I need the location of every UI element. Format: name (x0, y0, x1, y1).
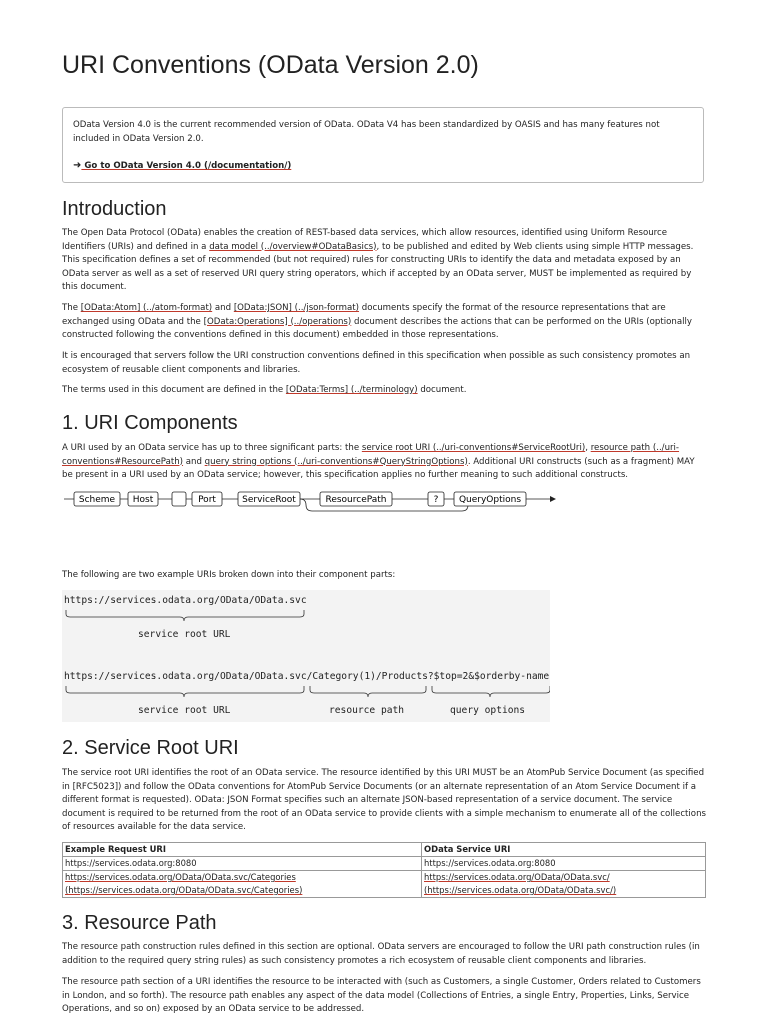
example-uri-1: https://services.odata.org/OData/OData.svc (64, 595, 307, 606)
svg-text:Scheme: Scheme (78, 495, 116, 505)
intro-paragraph-1: The Open Data Protocol (OData) enables the creation of REST-based data services, which allow resources, identified using Uniform Resource Identifiers (URIs) and defined in a data model (../overview#ODataBasics), to be published and edited by Web clients using simple HTTP messages. This specification defines a set of recommended (but not required) rules for constructing URIs to identify the data and metadata exposed by an OData server as well as a set of reserved URI query string operators, which if accepted by an OData server, MUST be implemented as required by this document. (62, 228, 694, 293)
example-2-label-path: resource path (329, 705, 405, 716)
categories-link[interactable]: https://services.odata.org/OData/OData.svc/Categories (65, 872, 296, 882)
rail-box-host (128, 492, 158, 506)
table-header-row (63, 843, 706, 857)
table-row (63, 871, 706, 898)
rail-box-resourcepath (320, 492, 392, 506)
service-link-url[interactable]: (https://services.odata.org/OData/OData.svc/) (424, 885, 617, 895)
rail-box-serviceroot (238, 492, 300, 506)
uri-railroad-diagram (62, 488, 562, 518)
table-cell-link (422, 871, 706, 898)
table-header: Example Request URI (63, 843, 422, 857)
svg-text:?: ? (433, 495, 439, 505)
uri-components-heading: 1. URI Components (62, 412, 238, 434)
service-root-uri-link[interactable]: service root URI (../uri-conventions#ServiceRootUri) (361, 443, 586, 453)
service-root-table (62, 842, 706, 898)
notice-text: OData Version 4.0 is the current recommended version of OData. OData V4 has been standardized by OASIS and has many features not included in OData Version 2.0. (73, 120, 660, 144)
examples-intro: The following are two example URIs broken down into their component parts: (62, 570, 396, 580)
arrow-right-icon: ➜ (73, 160, 82, 171)
resource-path-paragraph-2: The resource path section of a URI identifies the resource to be interacted with (such as Customers, a single Customer, Orders related to Customers in London, and so forth). The resource path enables any aspect of the data model (Collections of Entries, a single Entry, Properties, Links, Service Operations, and so on) exposed by an OData service to be addressed. (62, 977, 701, 1015)
example-1-brace (62, 608, 550, 628)
intro-paragraph-2: The [OData:Atom] (../atom-format) and [OData:JSON] (../json-format) documents specify the format of the resource representations that are exchanged using OData and the [OData:Operations] (../operations) document describes the actions that can be performed on the URIs (optionally constructed following the conventions defined in this document) embedded in those representations. (62, 303, 692, 341)
table-cell: https://services.odata.org:8080 (63, 857, 422, 871)
categories-link-url[interactable]: (https://services.odata.org/OData/OData.svc/Categories) (65, 885, 303, 895)
intro-paragraph-4: The terms used in this document are defined in the [OData:Terms] (../terminology) document. (62, 385, 467, 395)
rail-box-colon (172, 492, 186, 506)
example-2-label-root: service root URL (138, 705, 231, 716)
uri-components-paragraph: A URI used by an OData service has up to three significant parts: the service root URI (../uri-conventions#ServiceRootUri), resource path (../uri-conventions#ResourcePath) and query string options (../uri-conventions#QueryStringOptions). Additional URI constructs (such as a fragment) MAY be present in a URI used by an OData service; however, this specification applies no further meaning to such additional constructs. (62, 443, 695, 481)
uri-examples-figure (62, 590, 550, 722)
svg-text:Port: Port (198, 495, 216, 505)
table-cell: https://services.odata.org:8080 (422, 857, 706, 871)
table-row (63, 857, 706, 871)
resource-path-link[interactable]: resource path (../uri-conventions#ResourcePath) (62, 443, 680, 467)
rail-box-question (428, 492, 444, 506)
example-2-braces (62, 684, 550, 704)
svg-text:ResourcePath: ResourcePath (325, 495, 387, 505)
odata-atom-link[interactable]: [OData:Atom] (../atom-format) (80, 303, 213, 313)
table-cell-link (63, 871, 422, 898)
resource-path-paragraph-1: The resource path construction rules defined in this section are optional. OData servers are encouraged to follow the URI path construction rules (in addition to the required query string rules) as such consistency promotes a rich ecosystem of reusable client components and libraries. (62, 942, 700, 966)
rail-box-port (192, 492, 222, 506)
odata-terms-link[interactable]: [OData:Terms] (../terminology) (285, 385, 418, 395)
data-model-link[interactable]: data model (../overview#ODataBasics) (209, 241, 377, 252)
resource-path-heading: 3. Resource Path (62, 912, 217, 934)
odata-operations-link[interactable]: [OData:Operations] (../operations) (203, 316, 352, 327)
example-1-label: service root URL (138, 629, 231, 640)
example-2-label-query: query options (450, 705, 526, 716)
service-root-paragraph: The service root URI identifies the root of an OData service. The resource identified by this URI MUST be an AtomPub Service Document (as specified in [RFC5023]) and follow the OData conventions for AtomPub Service Documents (or an alternate representation of an Atom Service Document if a different format is requested). OData: JSON Format specifies such an alternate JSON-based representation of a service document. The service document is required to be returned from the root of an OData service to provide clients with a simple mechanism to enumerate all of the collections of resources available for the data service. (62, 768, 706, 833)
intro-paragraph-3: It is encouraged that servers follow the URI construction conventions defined in this specification when possible as such consistency promotes an ecosystem of reusable client components and libraries. (62, 351, 691, 375)
query-string-options-link[interactable]: query string options (../uri-conventions#QueryStringOptions) (204, 456, 468, 467)
rail-box-queryoptions (454, 492, 526, 506)
example-uri-2: https://services.odata.org/OData/OData.svc/Category(1)/Products?$top=2&$orderby-name (64, 671, 550, 682)
svg-text:Host: Host (132, 495, 154, 505)
table-header: OData Service URI (422, 843, 706, 857)
rail-box-scheme (74, 492, 120, 506)
service-root-heading: 2. Service Root URI (62, 737, 239, 759)
svg-text:ServiceRoot: ServiceRoot (242, 495, 296, 505)
go-to-v4-link[interactable]: Go to OData Version 4.0 (/documentation/) (81, 161, 292, 171)
service-link[interactable]: https://services.odata.org/OData/OData.svc/ (424, 872, 610, 882)
version-notice (62, 107, 704, 183)
intro-heading: Introduction (62, 198, 167, 220)
svg-text:QueryOptions: QueryOptions (458, 495, 522, 505)
page-title: URI Conventions (OData Version 2.0) (62, 51, 479, 79)
odata-json-link[interactable]: [OData:JSON] (../json-format) (233, 303, 360, 313)
